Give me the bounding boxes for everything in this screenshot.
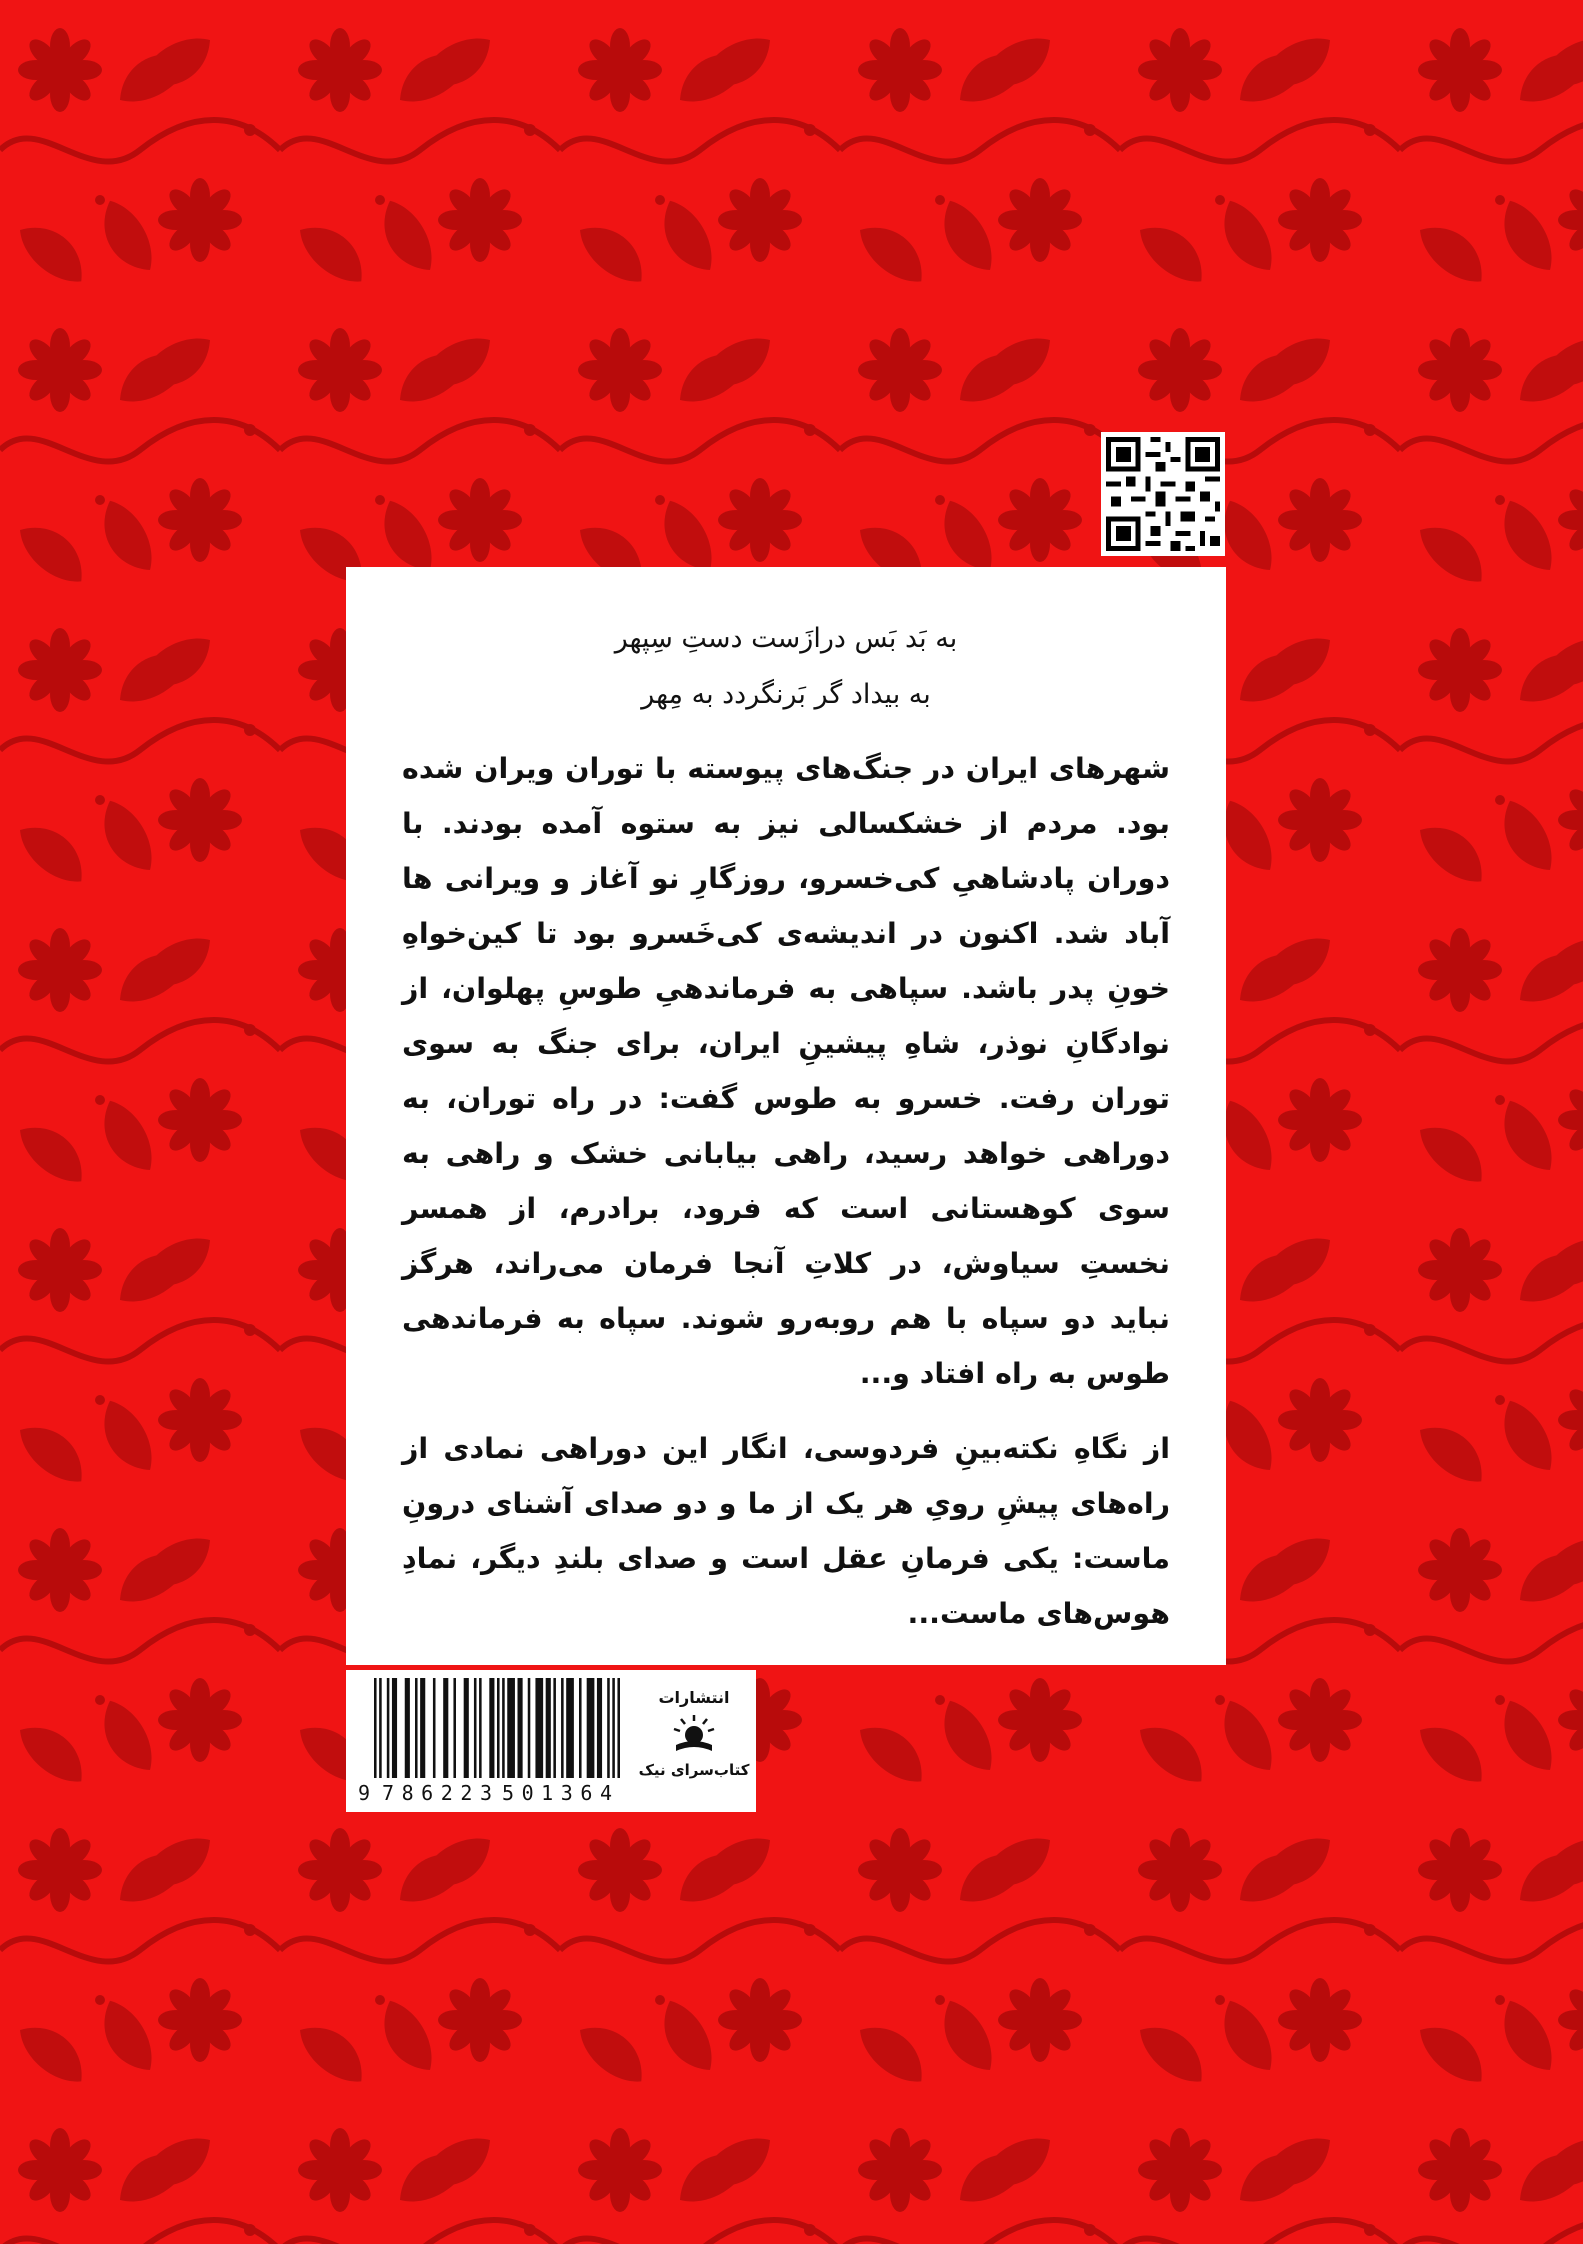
barcode-bar <box>464 1678 469 1778</box>
barcode-bar <box>405 1678 410 1778</box>
barcode-bar <box>443 1678 448 1778</box>
barcode-bar <box>374 1678 377 1778</box>
barcode-bar <box>379 1678 382 1778</box>
barcode-digit-prefix: 9 <box>358 1781 371 1804</box>
barcode-bar <box>489 1678 494 1778</box>
barcode-bar <box>546 1678 551 1778</box>
barcode-bar <box>507 1678 515 1778</box>
verse-line-2: به بیداد گر بَرنگردد به مِهر <box>641 679 931 710</box>
barcode-bar <box>433 1678 436 1778</box>
barcode-bar <box>617 1678 620 1778</box>
commentary-paragraph: از نگاهِ نکته‌بینِ فردوسی، انگار این دوراهی نمادی از راه‌های پیشِ رویِ هر یک از ما و دو صدای آشنای درونِ ماست: یکی فرمانِ عقل است و صدای بلندِ دیگر، نمادِ هوس‌های ماست... <box>402 1432 1170 1630</box>
verse-couplet <box>402 611 1170 723</box>
publisher-mark <box>636 1676 752 1806</box>
barcode-bar <box>612 1678 615 1778</box>
barcode-digits-left: 786223 <box>382 1781 492 1804</box>
barcode-bar <box>553 1678 556 1778</box>
barcode-bar <box>497 1678 500 1778</box>
blurb-panel <box>346 567 1226 1665</box>
barcode-bar <box>415 1678 418 1778</box>
barcode-bar <box>561 1678 564 1778</box>
barcode-bar <box>420 1678 425 1778</box>
barcode-bar <box>607 1678 610 1778</box>
barcode-bar <box>566 1678 574 1778</box>
barcode-bar <box>597 1678 602 1778</box>
qr-code-icon[interactable] <box>1101 432 1225 556</box>
barcode-bar <box>535 1678 543 1778</box>
barcode-bar <box>502 1678 505 1778</box>
barcode-bar <box>453 1678 456 1778</box>
verse-line-1: به بَد بَس درازَست دستِ سِپهر <box>614 623 958 654</box>
barcode-bar <box>387 1678 390 1778</box>
barcode-bar <box>474 1678 477 1778</box>
barcode-bar <box>528 1678 531 1778</box>
sun-book-logo-icon <box>672 1713 716 1757</box>
barcode-digits-right: 501364 <box>502 1781 612 1804</box>
synopsis-paragraph: شهرهای ایران در جنگ‌های پیوسته با توران ویران شده بود. مردم از خشکسالی نیز به ستوه آمده بودند. با دوران پادشاهیِ کی‌خسرو، روزگارِ نو آغاز و ویرانی ها آباد شد. اکنون در اندیشه‌ی کی‌خَسرو بود تا کین‌خواهِ خونِ پدر باشد. سپاهی به فرماندهیِ طوسِ پهلوان، از نوادگانِ نوذر، شاهِ پیشینِ ایران، برای جنگ به سوی توران رفت. خسرو به طوس گفت: در راه توران، به دوراهی خواهد رسید، راهی بیابانی خشک و راهی به سوی کوهستانی است که فرود، برادرم، از همسر نخستِ سیاوش، در کلاتِ آنجا فرمان می‌راند، هرگز نباید دو سپاه با هم روبه‌رو شوند. سپاه به فرماندهی طوس به راه افتاد و... <box>402 752 1170 1390</box>
barcode-bar <box>392 1678 397 1778</box>
barcode-block <box>346 1670 756 1812</box>
barcode-bar <box>518 1678 523 1778</box>
isbn-barcode <box>352 1676 624 1804</box>
barcode-bar <box>587 1678 595 1778</box>
barcode-bar <box>579 1678 582 1778</box>
publisher-label: انتشارات <box>658 1688 730 1707</box>
publisher-name: کتاب‌سرای نیک <box>638 1761 750 1779</box>
barcode-bar <box>479 1678 482 1778</box>
